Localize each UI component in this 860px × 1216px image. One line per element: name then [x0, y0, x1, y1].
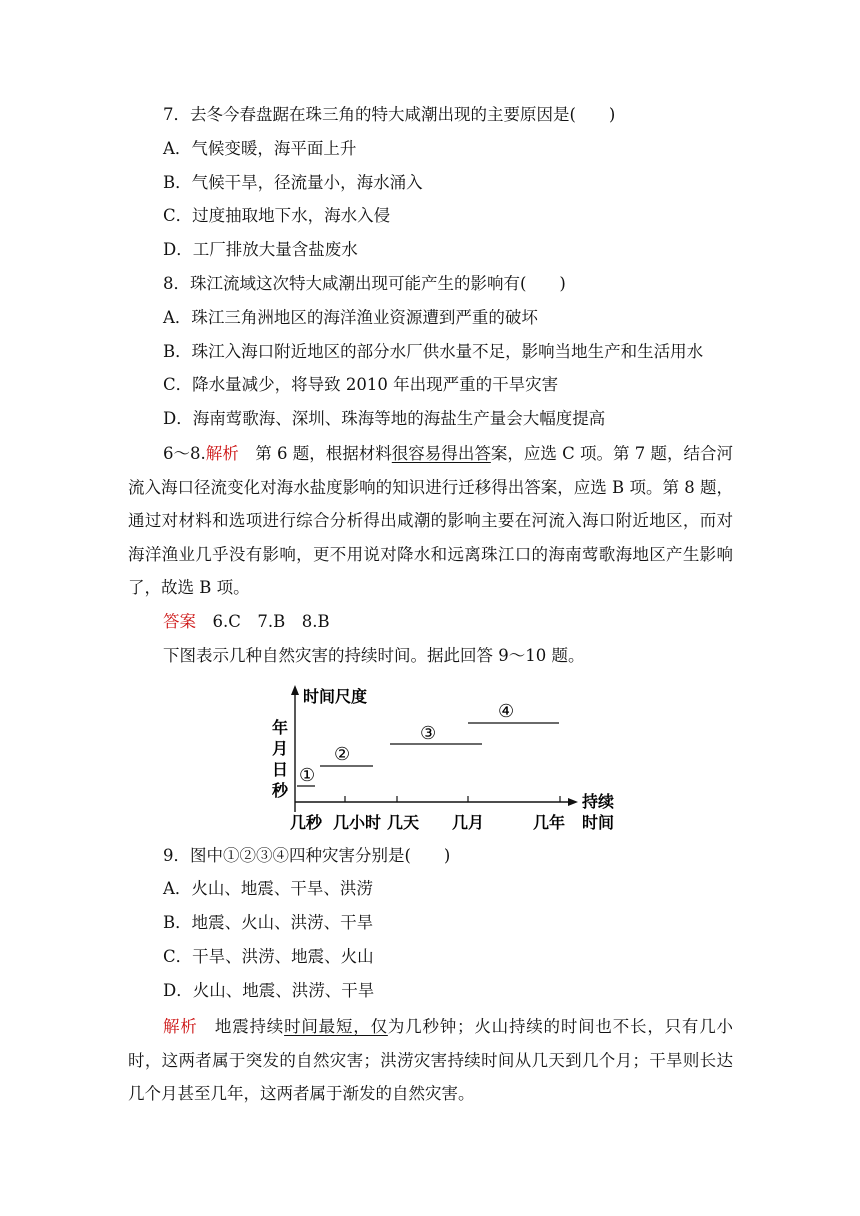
- y-label-day: 日: [272, 760, 289, 779]
- y-axis-title: 时间尺度: [303, 687, 368, 706]
- x-label-hours: 几小时: [333, 813, 382, 832]
- y-label-second: 秒: [272, 781, 289, 800]
- question-7-option-a: A．气候变暖，海平面上升: [163, 139, 357, 158]
- answer-label: 答案: [163, 612, 196, 631]
- marker-2: ②: [334, 744, 351, 765]
- question-9-stem: 9．图中①②③④四种灾害分别是( ): [163, 846, 451, 865]
- analysis-6-8-label: 解析: [205, 444, 239, 463]
- y-label-month: 月: [272, 739, 289, 758]
- analysis-6-8-text-a: 第 6 题，根据材料: [238, 444, 392, 463]
- y-axis-arrow: [291, 685, 299, 695]
- question-8-option-c: C．降水量减少，将导致 2010 年出现严重的干旱灾害: [163, 375, 559, 394]
- question-7-stem: 7．去冬今春盘踞在珠三角的特大咸潮出现的主要原因是( ): [163, 105, 616, 124]
- answer-6-8: [163, 611, 738, 633]
- x-axis-title-line1: 持续: [582, 792, 615, 811]
- answer-text: 6.C 7.B 8.B: [196, 612, 330, 631]
- question-9-option-b: B．地震、火山、洪涝、干旱: [163, 913, 374, 932]
- y-label-year: 年: [272, 718, 289, 737]
- marker-4: ④: [498, 701, 515, 722]
- question-9-option-a: A．火山、地震、干旱、洪涝: [163, 879, 373, 898]
- analysis-6-8-text-b: 案，应选 C 项。第 7 题，结合河流入海口径流变化对海水盐度影响的知识进行迁移得出答案，应选 B 项。第 8 题，通过对材料和选项进行综合分析得出咸潮的影响主要在河流入海口附近地区，而对海洋渔业几乎没有影响，更不用说对降水和远离珠江口的海南莺歌海地区产生影响了，故选 B 项。: [128, 444, 733, 598]
- question-7-option-c: C．过度抽取地下水，海水入侵: [163, 206, 391, 225]
- analysis-9-label: 解析: [163, 1017, 198, 1036]
- analysis-9-underlined: 时间最短，仅: [284, 1017, 388, 1036]
- analysis-6-8-underlined: 很容易得出答: [391, 444, 491, 463]
- x-label-years: 几年: [533, 813, 566, 832]
- disaster-duration-figure: [270, 680, 630, 840]
- x-axis-title-line2: 时间: [582, 813, 615, 832]
- marker-3: ③: [420, 723, 437, 744]
- analysis-9-text-a: 地震持续: [197, 1017, 285, 1036]
- question-8-option-b: B．珠江入海口附近地区的部分水厂供水量不足，影响当地生产和生活用水: [163, 342, 704, 361]
- analysis-6-8-prefix: 6～8.: [163, 444, 206, 463]
- x-axis-arrow: [568, 798, 578, 806]
- x-label-months: 几月: [452, 813, 485, 832]
- intro-9-10: 下图表示几种自然灾害的持续时间。据此回答 9～10 题。: [163, 646, 585, 665]
- marker-1: ①: [299, 765, 316, 786]
- question-8-option-d: D．海南莺歌海、深圳、珠海等地的海盐生产量会大幅度提高: [163, 409, 606, 428]
- question-7-option-b: B．气候干旱，径流量小，海水涌入: [163, 173, 423, 192]
- question-9-option-c: C．干旱、洪涝、地震、火山: [163, 947, 374, 966]
- question-9-option-d: D．火山、地震、洪涝、干旱: [163, 981, 375, 1000]
- x-label-seconds: 几秒: [290, 813, 323, 832]
- x-label-days: 几天: [387, 813, 420, 832]
- question-7-option-d: D．工厂排放大量含盐废水: [163, 240, 358, 259]
- question-8-stem: 8．珠江流域这次特大咸潮出现可能产生的影响有( ): [163, 274, 566, 293]
- analysis-9-text-b: 为几秒钟；火山持续的时间也不长，只有几小时，这两者属于突发的自然灾害；洪涝灾害持续时间从几天到几个月；干旱则长达几个月甚至几年，这两者属于渐发的自然灾害。: [128, 1017, 733, 1104]
- analysis-6-8: [128, 437, 733, 605]
- question-8-option-a: A．珠江三角洲地区的海洋渔业资源遭到严重的破坏: [163, 308, 538, 327]
- analysis-9: [128, 1010, 733, 1111]
